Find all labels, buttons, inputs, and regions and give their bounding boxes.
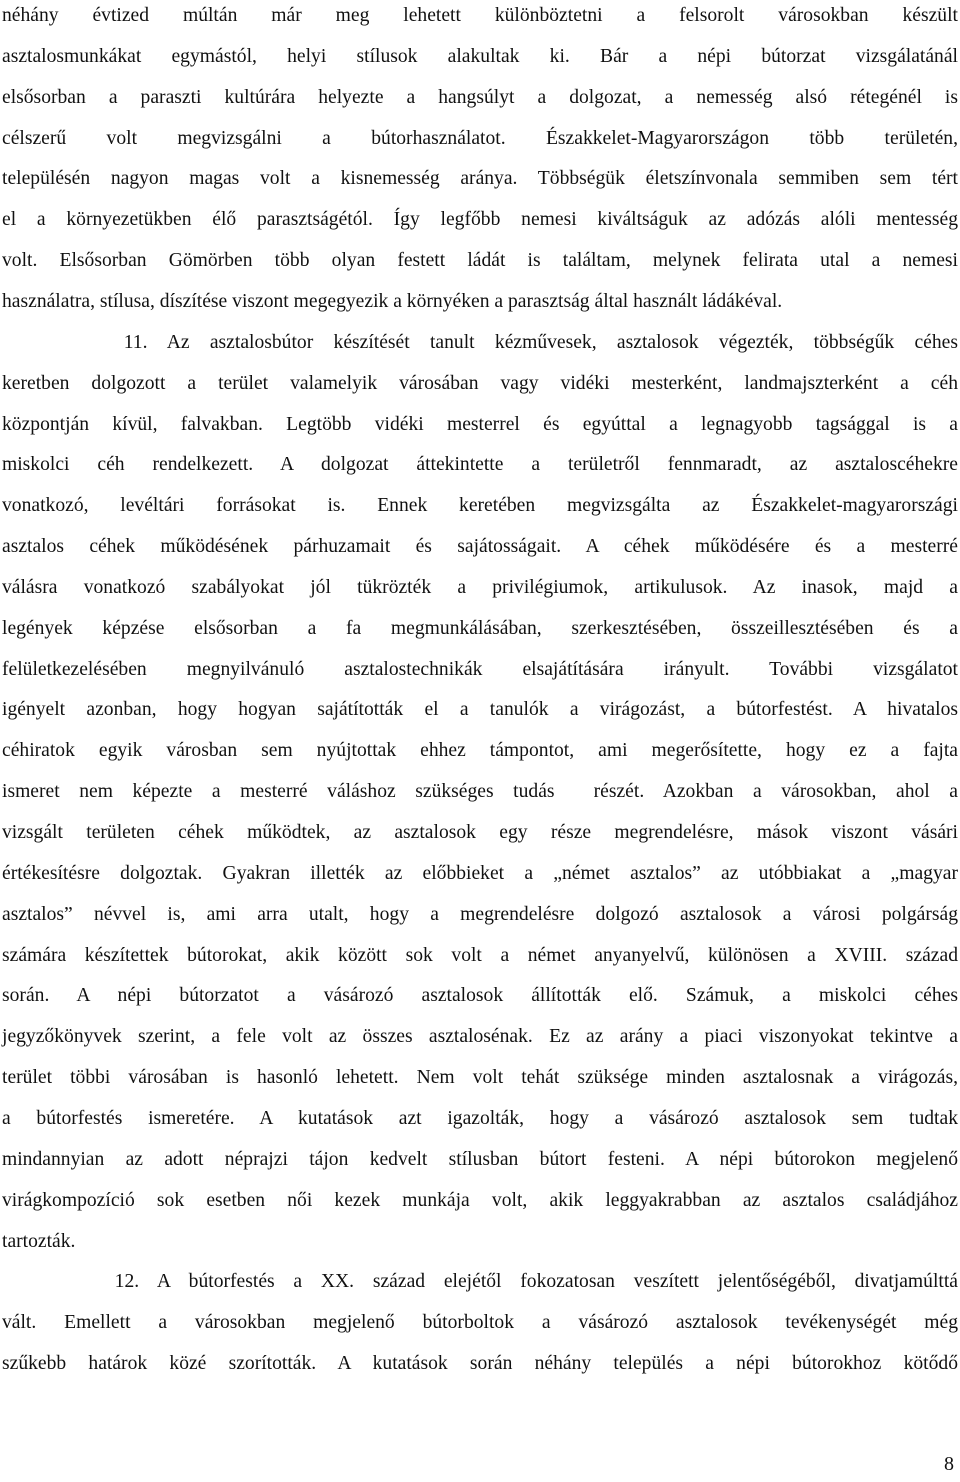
text-line: számára készítettek bútorokat, akik között sok volt a német anyanyelvű, különösen a XVIII. század: [2, 944, 958, 966]
text-line: céhiratok egyik városban sem nyújtottak ehhez támpontot, ami megerősítette, hogy ez a fajta: [2, 740, 958, 762]
text-line: asztalos” névvel is, ami arra utalt, hogy a megrendelésre dolgozó asztalosok a városi polgárság: [2, 903, 958, 925]
text-line: használatra, stílusa, díszítése viszont megegyezik a környéken a parasztság által használt ládákéval.: [2, 290, 783, 312]
text-line: keretben dolgozott a terület valamelyik városában vagy vidéki mesterként, landmajszterként a céh: [2, 372, 958, 394]
text-line: vizsgált területen céhek működtek, az asztalosok egy része megrendelésre, mások viszont vásári: [2, 822, 958, 843]
text-line: asztalosmunkákat egymástól, helyi stílusok alakultak ki. Bár a népi bútorzat vizsgálatánál: [2, 45, 958, 67]
text-line: mindannyian az adott néprajzi tájon kedvelt stílusban bútort festeni. A népi bútorokon megjelenő: [2, 1148, 958, 1170]
text-line: 11. Az asztalosbútor készítését tanult kézművesek, asztalosok végezték, többségűk céhes: [2, 331, 958, 353]
text-line: elsősorban a paraszti kultúrára helyezte a hangsúlyt a dolgozat, a nemesség alsó rétegénél is: [2, 86, 958, 108]
text-line: a bútorfestés ismeretére. A kutatások azt igazolták, hogy a vásározó asztalosok sem tudtak: [2, 1107, 958, 1129]
text-line: legények képzése elsősorban a fa megmunkálásában, szerkesztésében, összeillesztésében és a: [2, 617, 958, 639]
text-line: központján kívül, falvakban. Legtöbb vidéki mesterrel és egyúttal a legnagyobb tagsággal is a: [2, 413, 958, 435]
text-line: miskolci céh rendelkezett. A dolgozat áttekintette a területről fennmaradt, az asztaloscéhekre: [2, 454, 958, 476]
text-line: 12. A bútorfestés a XX. század elejétől fokozatosan veszített jelentőségéből, divatjamúlttá: [2, 1271, 958, 1293]
text-line: jegyzőkönyvek szerint, a fele volt az összes asztalosénak. Ez az arány a piaci viszonyokat tekintve a: [2, 1026, 958, 1048]
text-line: terület többi városában is hasonló lehetett. Nem volt tehát szüksége minden asztalosnak a virágozás,: [2, 1067, 958, 1089]
text-line: vált. Emellett a városokban megjelenő bútorboltok a vásározó asztalosok tevékenységét még: [2, 1312, 958, 1334]
text-line: felületkezelésében megnyilvánuló asztalostechnikák elsajátítására irányult. További vizsgálatot: [2, 658, 958, 680]
text-line: szűkebb határok közé szorították. A kutatások során néhány település a népi bútorokhoz kötődő: [2, 1353, 958, 1375]
page-number: 8: [944, 1453, 954, 1475]
text-line: tartozták.: [2, 1230, 76, 1252]
text-line: vonatkozó, levéltári forrásokat is. Ennek keretében megvizsgálta az Északkelet-magyarországi: [2, 495, 958, 517]
text-line: igényelt azonban, hogy hogyan sajátították el a tanulók a virágozást, a bútorfestést. A hivatalos: [2, 699, 958, 721]
text-line: asztalos céhek működésének párhuzamait és sajátosságait. A céhek működésére és a mesterré: [2, 536, 958, 558]
text-line: válásra vonatkozó szabályokat jól tükrözték a privilégiumok, artikulusok. Az inasok, majd a: [2, 576, 958, 598]
text-line: során. A népi bútorzatot a vásározó asztalosok állították elő. Számuk, a miskolci céhes: [2, 985, 958, 1007]
text-line: célszerű volt megvizsgálni a bútorhasználatot. Északkelet-Magyarországon több területén,: [2, 127, 958, 149]
text-line: településén nagyon magas volt a kisnemesség aránya. Többségük életszínvonala semmiben sem tért: [2, 168, 958, 190]
text-line: néhány évtized múltán már meg lehetett különböztetni a felsorolt városokban készült: [2, 5, 958, 26]
text-line: virágkompozíció sok esetben női kezek munkája volt, akik leggyakrabban az asztalos családjához: [2, 1189, 958, 1211]
text-line: el a környezetükben élő parasztságétól. Így legfőbb nemesi kiváltságuk az adózás alóli mentesség: [2, 209, 958, 231]
text-line: volt. Elsősorban Gömörben több olyan festett ládát is találtam, melynek felirata utal a nemesi: [2, 250, 958, 272]
text-line: ismeret nem képezte a mesterré váláshoz szükséges tudás részét. Azokban a városokban, ahol a: [2, 781, 958, 803]
text-line: értékesítésre dolgoztak. Gyakran illették az előbbieket a „német asztalos” az utóbbiakat a „magyar: [2, 862, 958, 884]
